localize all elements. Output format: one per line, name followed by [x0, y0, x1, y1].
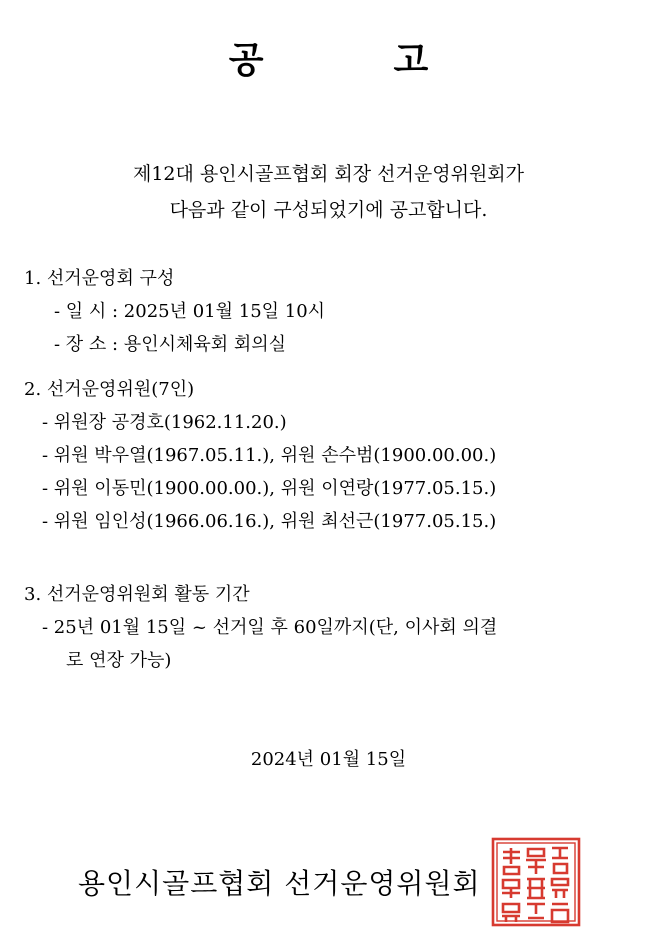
section-activity-period [24, 578, 497, 677]
notice-title [0, 32, 657, 83]
notice-date: 2024년 01월 15일 [250, 749, 407, 770]
activity-period-line-1: - 25년 01월 15일 ~ 선거일 후 60일까지(단, 이사회 의결 [42, 617, 498, 638]
section-1-datetime: - 일 시 : 2025년 01월 15일 10시 [54, 301, 326, 322]
section-2-heading: 2. 선거운영위원(7인) [24, 379, 195, 400]
section-1-location: - 장 소 : 용인시체육회 회의실 [54, 334, 287, 355]
official-seal-stamp [490, 836, 582, 928]
intro-paragraph [0, 156, 657, 228]
organization-name: 용인시골프협회 선거운영위원회 [78, 867, 481, 900]
section-committee-members [24, 373, 496, 538]
section-1-heading: 1. 선거운영회 구성 [24, 268, 175, 289]
section-3-heading: 3. 선거운영위원회 활동 기간 [24, 584, 250, 605]
intro-line-1: 제12대 용인시골프협회 회장 선거운영위원회가 [132, 163, 525, 185]
member-line: - 위원장 공경호(1962.11.20.) [42, 412, 287, 433]
title-char-2: 고 [393, 39, 429, 81]
section-election-committee [24, 262, 325, 361]
member-line: - 위원 임인성(1966.06.16.), 위원 최선근(1977.05.15.) [42, 511, 497, 532]
activity-period-line-2: 로 연장 가능) [66, 650, 172, 671]
title-char-1: 공 [228, 39, 264, 81]
member-line: - 위원 이동민(1900.00.00.), 위원 이연랑(1977.05.15.) [42, 478, 497, 499]
intro-line-2: 다음과 같이 구성되었기에 공고합니다. [169, 199, 488, 221]
member-line: - 위원 박우열(1967.05.11.), 위원 손수범(1900.00.00.) [42, 445, 497, 466]
